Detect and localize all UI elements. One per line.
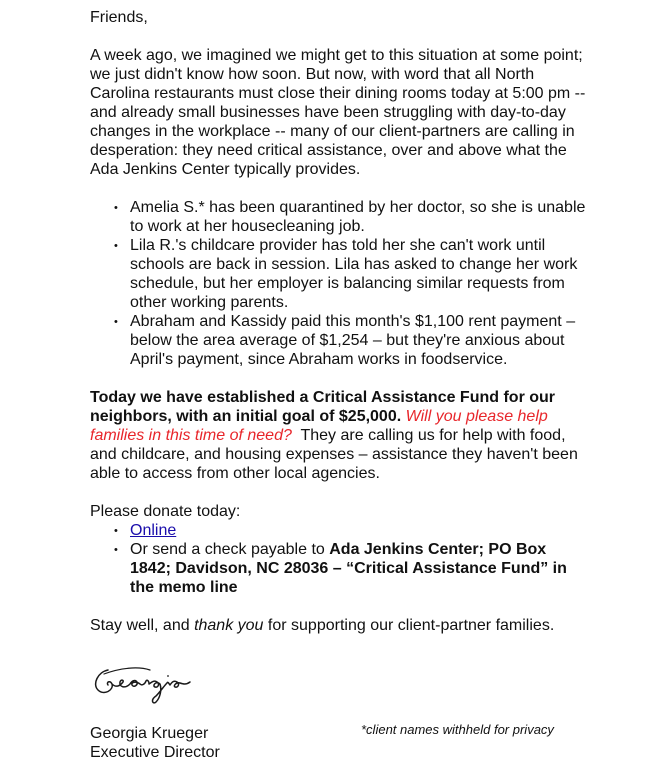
donate-list [90, 521, 590, 597]
fund-paragraph [90, 388, 590, 483]
greeting: Friends, [90, 9, 148, 26]
fund-ask: Will you please help families in this time of need? [90, 408, 548, 444]
list-item: • Abraham and Kassidy paid this month's $1,100 rent payment – below the area average of $1,254 – but they're anxious about April's payment, since Abraham works in foodservice. [90, 312, 590, 369]
list-item: • Lila R.'s childcare provider has told her she can't work until schools are back in session. Lila has asked to change her work schedule, but her employer is balancing similar requests from other working parents. [90, 236, 590, 312]
signer-name: Georgia Krueger [90, 725, 209, 742]
privacy-note: *client names withheld for privacy [361, 722, 554, 737]
fund-details: They are calling us for help with food, and childcare, and housing expenses – assistance they haven't been able to access from other local agencies. [90, 427, 578, 482]
closing-before: Stay well, and [90, 617, 190, 634]
donate-online-item [90, 521, 590, 540]
donate-check-item [90, 540, 590, 597]
list-item: • Amelia S.* has been quarantined by her doctor, so she is unable to work at her housecleaning job. [90, 198, 590, 236]
closing-thanks: thank you [194, 617, 264, 634]
closing-after: for supporting our client-partner families. [267, 617, 555, 634]
letter-body [90, 8, 590, 762]
fund-announcement: Today we have established a Critical Assistance Fund for our neighbors, with an initial goal of $25,000. [90, 389, 556, 425]
signer-title: Executive Director [90, 744, 220, 761]
donate-heading: Please donate today: [90, 503, 241, 520]
closing-line [90, 616, 590, 635]
online-donate-link[interactable]: Online [130, 522, 177, 539]
handwritten-signature [90, 654, 590, 706]
intro-paragraph: A week ago, we imagined we might get to this situation at some point; we just didn't know how soon. But now, with word that all North Carolina restaurants must close their dining rooms today at 5:00 pm -- and already small businesses have been struggling with day-to-day changes in the workplace -- many of our client-partners are calling in desperation: they need critical assistance, over and above what the Ada Jenkins Center typically provides. [90, 47, 586, 178]
check-address: Ada Jenkins Center; PO Box 1842; Davidson, NC 28036 – “Critical Assistance Fund” in the memo line [130, 541, 567, 596]
case-list [90, 198, 590, 369]
check-prefix: Or send a check payable to [130, 541, 325, 558]
